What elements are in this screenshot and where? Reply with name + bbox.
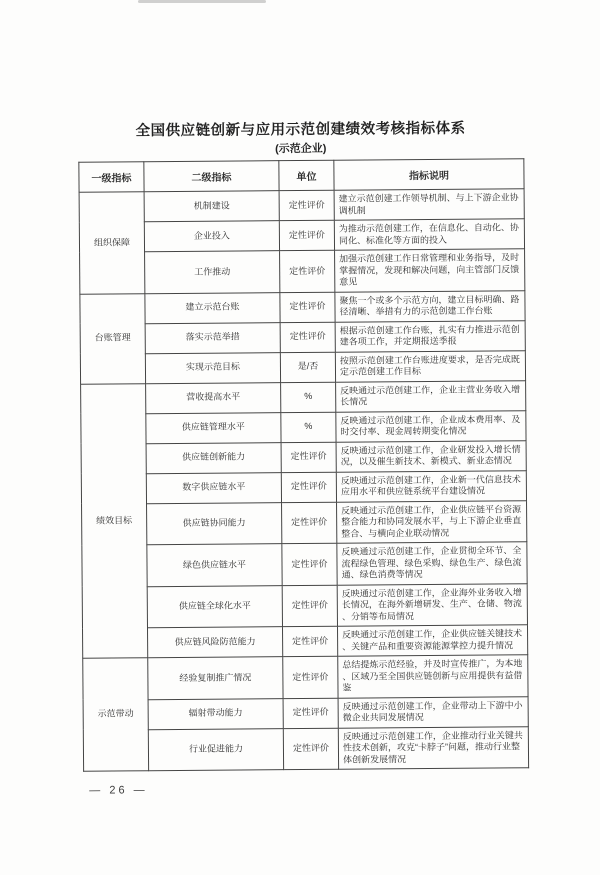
unit-cell: %: [281, 382, 336, 412]
unit-cell: 定性评价: [283, 728, 338, 770]
unit-cell: 定性评价: [280, 322, 335, 352]
header-level2: 二级指标: [144, 161, 279, 192]
description-cell: 反映通过示范创建工作，企业推动行业关键共性技术创新，攻克“卡脖子”问题，推动行业整体创新发展情况: [338, 726, 528, 769]
unit-cell: 定性评价: [279, 190, 334, 220]
table-row: [79, 219, 524, 252]
table-row: [80, 350, 525, 383]
unit-cell: 定性评价: [281, 442, 336, 472]
table-row: [80, 290, 525, 323]
table-row: [80, 320, 525, 353]
level2-cell: 行业促进能力: [148, 728, 283, 771]
level2-cell: 落实示范举措: [145, 322, 280, 353]
indicator-table: [78, 158, 529, 771]
table-row: [81, 410, 526, 443]
description-cell: 反映通过示范创建工作，企业新一代信息技术应用水平和供应链系统平台建设情况: [336, 470, 526, 501]
level2-cell: 机制建设: [144, 191, 279, 222]
level2-cell: 企业投入: [144, 221, 279, 252]
unit-cell: 定性评价: [280, 250, 335, 292]
table-row: [82, 583, 527, 628]
level2-cell: 工作推动: [145, 251, 280, 294]
level1-cell: 组织保障: [79, 192, 145, 294]
table-row: [81, 470, 526, 503]
description-cell: 反映通过示范创建工作，企业带动上下游中小微企业共同发展情况: [338, 696, 528, 727]
description-cell: 反映通过示范创建工作，企业成本费用率、及时交付率、现金周转期变化情况: [336, 410, 526, 441]
description-cell: 反映通过示范创建工作，企业供应链平台资源整合能力和协同发展水平，与上下游企业垂直整合、与横向企业联动情况: [337, 500, 527, 543]
level1-cell: 绩效目标: [81, 383, 148, 658]
table-row: [83, 625, 528, 658]
description-cell: 反映通过示范创建工作，企业供应链关键技术、关键产品和重要资源能源掌控力提升情况: [337, 625, 527, 656]
scan-artifact: [138, 0, 266, 3]
unit-cell: 定性评价: [282, 543, 337, 585]
unit-cell: 定性评价: [280, 292, 335, 322]
description-cell: 反映通过示范创建工作，企业贯彻全环节、全流程绿色管理、绿色采购、绿色生产、绿色流通、绿色消费等情况: [337, 542, 527, 585]
level2-cell: 数字供应链水平: [146, 472, 281, 503]
unit-cell: 是/否: [280, 352, 335, 382]
level2-cell: 建立示范台账: [145, 292, 280, 323]
header-unit: 单位: [279, 160, 334, 190]
description-cell: 为推动示范创建工作，在信息化、自动化、协同化、标准化等方面的投入: [334, 219, 524, 250]
unit-cell: 定性评价: [283, 698, 338, 728]
header-description: 指标说明: [334, 159, 524, 190]
document-content: [78, 116, 528, 796]
level1-cell: 示范带动: [83, 658, 149, 772]
level1-cell: 台账管理: [80, 293, 146, 384]
unit-cell: 定性评价: [283, 656, 338, 698]
table-row: [81, 380, 526, 413]
description-cell: 反映通过示范创建工作，企业研发投入增长情况，以及催生新技术、新模式、新业态情况: [336, 440, 526, 471]
description-cell: 反映通过示范创建工作，企业海外业务收入增长情况，在海外新增研发、生产、仓储、物流、分销等布局情况: [337, 583, 527, 626]
unit-cell: 定性评价: [282, 626, 337, 656]
level2-cell: 供应链创新能力: [146, 442, 281, 473]
table-row: [83, 655, 528, 700]
table-header-row: [79, 159, 524, 192]
unit-cell: 定性评价: [279, 220, 334, 250]
level2-cell: 供应链管理水平: [146, 412, 281, 443]
level2-cell: 营收提高水平: [146, 382, 281, 413]
document-subtitle: (示范企业): [275, 142, 327, 156]
table-row: [80, 249, 525, 294]
description-cell: 按照示范创建工作台账进度要求，是否完成既定示范创建工作目标: [335, 350, 525, 381]
description-cell: 根据示范创建工作台账，扎实有力推进示范创建各项工作，并定期报送季报: [335, 320, 525, 351]
table-row: [79, 189, 524, 222]
description-cell: 聚焦一个或多个示范方向，建立目标明确、路径清晰、举措有力的示范创建工作台账: [335, 290, 525, 321]
header-level1: 一级指标: [79, 162, 144, 193]
unit-cell: 定性评价: [282, 502, 337, 544]
level2-cell: 辐射带动能力: [148, 698, 283, 729]
level2-cell: 实现示范目标: [145, 352, 280, 383]
unit-cell: 定性评价: [282, 585, 337, 627]
level2-cell: 供应链全球化水平: [147, 585, 282, 628]
table-row: [82, 542, 527, 587]
table-row: [83, 696, 528, 729]
table-row: [82, 500, 527, 545]
table-row: [81, 440, 526, 473]
level2-cell: 供应链协同能力: [147, 502, 282, 545]
page-number: — 26 —: [89, 784, 148, 797]
document-title: 全国供应链创新与应用示范创建绩效考核指标体系: [135, 120, 466, 140]
level2-cell: 绿色供应链水平: [147, 544, 282, 587]
description-cell: 反映通过示范创建工作，企业主营业务收入增长情况: [336, 380, 526, 411]
unit-cell: 定性评价: [281, 472, 336, 502]
table-row: [83, 726, 528, 771]
description-cell: 加强示范创建工作日常管理和业务指导，及时掌握情况，发现和解决问题，向主管部门反馈意见: [335, 249, 525, 292]
description-cell: 建立示范创建工作领导机制、与上下游企业协调机制: [334, 189, 524, 220]
level2-cell: 经验复制推广情况: [148, 657, 283, 700]
level2-cell: 供应链风险防范能力: [147, 627, 282, 658]
unit-cell: %: [281, 412, 336, 442]
description-cell: 总结提炼示范经验，并及时宣传推广，为本地、区域乃至全国供应链创新与应用提供有益借鉴: [338, 655, 528, 698]
